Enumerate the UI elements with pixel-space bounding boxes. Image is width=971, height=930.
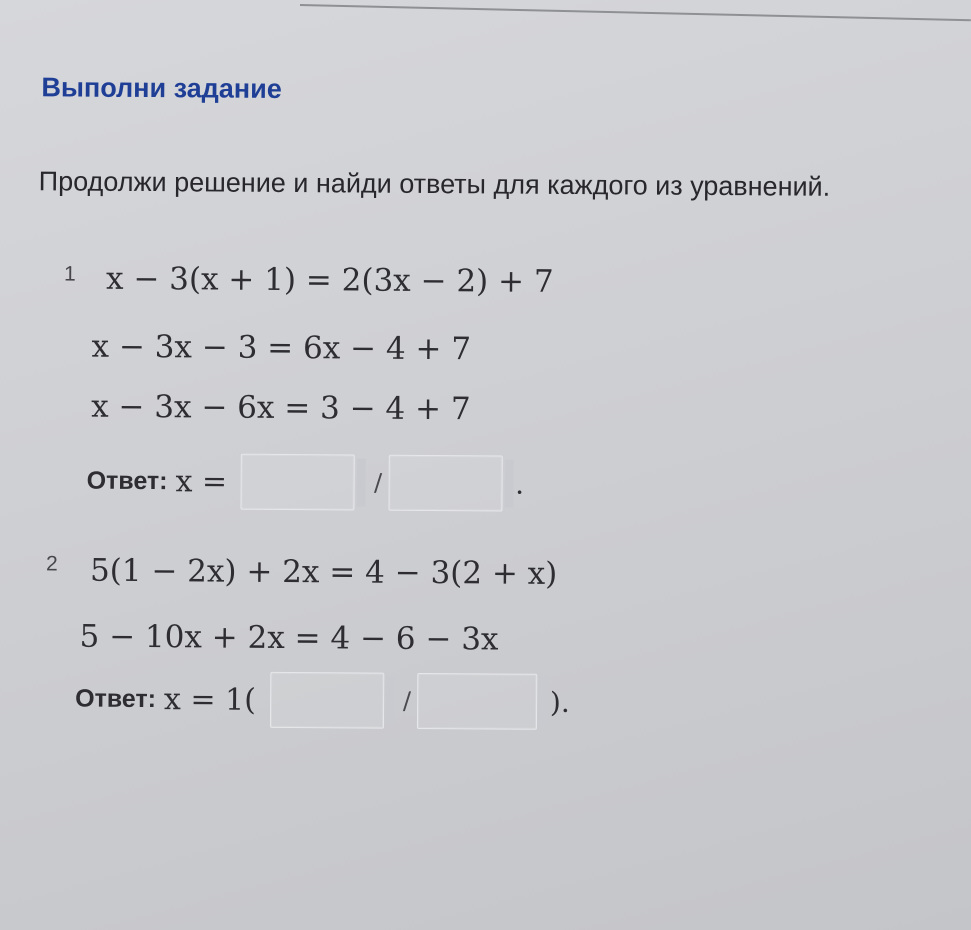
fraction-separator: / <box>402 686 412 715</box>
answer-label: Ответ: <box>86 466 168 495</box>
answer-2-denominator-input[interactable] <box>417 673 537 730</box>
task-title: Выполни задание <box>41 72 282 104</box>
answer-1-numerator-input[interactable] <box>241 454 355 511</box>
fraction-separator: / <box>374 468 383 497</box>
equation-1-line-1: x − 3(x + 1) = 2(3x − 2) + 7 <box>105 260 554 300</box>
answer-suffix: . <box>515 467 525 501</box>
equation-1-line-2: x − 3x − 3 = 6x − 4 + 7 <box>91 328 472 368</box>
answer-variable: x = 1( <box>163 681 257 718</box>
drag-handle-icon[interactable] <box>504 460 513 508</box>
task-instruction: Продолжи решение и найди ответы для каждого из уравнений. <box>38 166 831 202</box>
answer-row-1 <box>86 453 524 512</box>
answer-suffix: ). <box>549 685 570 719</box>
drag-handle-icon[interactable] <box>386 677 395 725</box>
equation-2-line-2: 5 − 10x + 2x = 4 − 6 − 3x <box>79 618 499 658</box>
drag-handle-icon[interactable] <box>357 459 366 507</box>
equation-1-number: 1 <box>64 262 76 286</box>
drag-handle-icon[interactable] <box>539 678 548 726</box>
answer-variable: x = <box>175 463 228 500</box>
answer-row-2 <box>75 671 570 730</box>
equation-2-number: 2 <box>45 552 58 576</box>
answer-label: Ответ: <box>75 684 157 713</box>
equation-1-line-3: x − 3x − 6x = 3 − 4 + 7 <box>91 388 471 428</box>
equation-2-line-1: 5(1 − 2x) + 2x = 4 − 3(2 + x) <box>89 552 558 592</box>
answer-1-denominator-input[interactable] <box>388 455 502 512</box>
answer-2-numerator-input[interactable] <box>270 672 384 729</box>
